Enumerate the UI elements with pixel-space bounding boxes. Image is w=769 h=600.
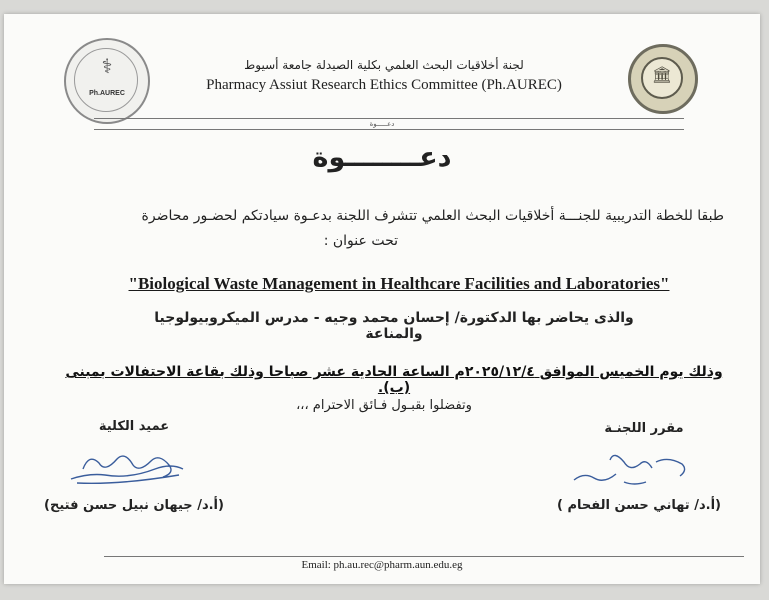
lecturer-line: والذى يحاضر بها الدكتورة/ إحسان محمد وجيه - مدرس الميكروبيولوجيا والمناعة bbox=[154, 310, 634, 342]
header-divider-bottom bbox=[94, 129, 684, 130]
rapporteur-signature bbox=[564, 442, 704, 490]
rapporteur-name: (أ.د/ تهاني حسن الفحام ) bbox=[557, 498, 721, 513]
invitation-document bbox=[4, 14, 760, 584]
header-arabic-title: لجنة أخلاقيات البحث العلمي بكلية الصيدلة جامعة أسيوط bbox=[244, 58, 524, 72]
page-title: دعــــــــوة bbox=[312, 142, 452, 173]
intro-text-continued: تحت عنوان : bbox=[323, 233, 398, 249]
committee-seal-logo bbox=[64, 38, 150, 124]
header-divider-label: دعـــــوة bbox=[369, 120, 395, 128]
header-english-title: Pharmacy Assiut Research Ethics Committee (Ph.AUREC) bbox=[206, 77, 562, 93]
seal-label: Ph.AUREC bbox=[89, 90, 125, 97]
closing-regards: وتفضلوا بقبـول فـائق الاحترام ،،، bbox=[296, 398, 472, 413]
footer-divider bbox=[104, 556, 744, 557]
dean-role: عميد الكلية bbox=[98, 419, 170, 434]
header-divider-top bbox=[94, 118, 684, 119]
intro-text: طبقا للخطة التدريبية للجنـــة أخلاقيات البحث العلمي تتشرف اللجنة بدعـوة سيادتكم لحضـور محاضرة bbox=[141, 208, 724, 224]
lecture-topic: "Biological Waste Management in Healthcare Facilities and Laboratories" bbox=[128, 274, 670, 293]
caduceus-icon: ⚕ bbox=[101, 54, 113, 78]
dean-signature bbox=[59, 439, 199, 489]
university-seal-logo bbox=[628, 44, 698, 114]
seal-ring bbox=[641, 57, 683, 99]
footer-email: Email: ph.au.rec@pharm.aun.edu.eg bbox=[301, 559, 463, 571]
emblem-icon: 🏛 bbox=[651, 65, 673, 84]
dean-name: (أ.د/ جيهان نبيل حسن فتيح) bbox=[44, 498, 224, 513]
committee-rapporteur-role: مقرر اللجنـة bbox=[604, 421, 684, 436]
date-venue-line: وذلك يوم الخميس الموافق ٢٠٢٥/١٢/٤م الساعة الحادية عشر صباحا وذلك بقاعة الاحتفالات بمبنى (ب). bbox=[65, 364, 723, 396]
